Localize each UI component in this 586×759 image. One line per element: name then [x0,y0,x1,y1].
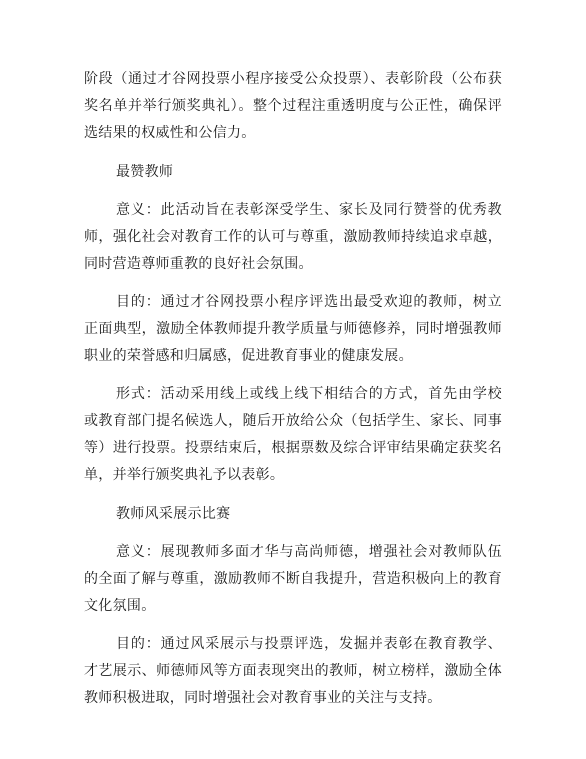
section-heading-teacher-showcase: 教师风采展示比赛 [116,506,231,522]
best-teacher-purpose-paragraph: 目的：通过才谷网投票小程序评选出最受欢迎的教师，树立正面典型，激励全体教师提升教学质量与师德修养，同时增强教师职业的荣誉感和归属感，促进教育事业的健康发展。 [84,294,502,364]
best-teacher-form-paragraph: 形式：活动采用线上或线上线下相结合的方式，首先由学校或教育部门提名候选人，随后开放给公众（包括学生、家长、同事等）进行投票。投票结束后，根据票数及综合评审结果确定获奖名单，并举行颁奖典礼予以表彰。 [84,386,502,483]
teacher-showcase-meaning-paragraph: 意义：展现教师多面才华与高尚师德，增强社会对教师队伍的全面了解与尊重，激励教师不断自我提升，营造积极向上的教育文化氛围。 [84,544,502,614]
best-teacher-meaning-paragraph: 意义：此活动旨在表彰深受学生、家长及同行赞誉的优秀教师，强化社会对教育工作的认可与尊重，激励教师持续追求卓越，同时营造尊师重教的良好社会氛围。 [84,202,502,272]
document-page [84,66,502,712]
teacher-showcase-purpose-paragraph: 目的：通过风采展示与投票评选，发掘并表彰在教育教学、才艺展示、师德师风等方面表现突出的教师，树立榜样，激励全体教师积极进取，同时增强社会对教育事业的关注与支持。 [84,636,502,706]
continued-paragraph: 阶段（通过才谷网投票小程序接受公众投票）、表彰阶段（公布获奖名单并举行颁奖典礼）。整个过程注重透明度与公正性，确保评选结果的权威性和公信力。 [84,71,502,141]
section-heading-best-teacher: 最赞教师 [116,164,174,180]
